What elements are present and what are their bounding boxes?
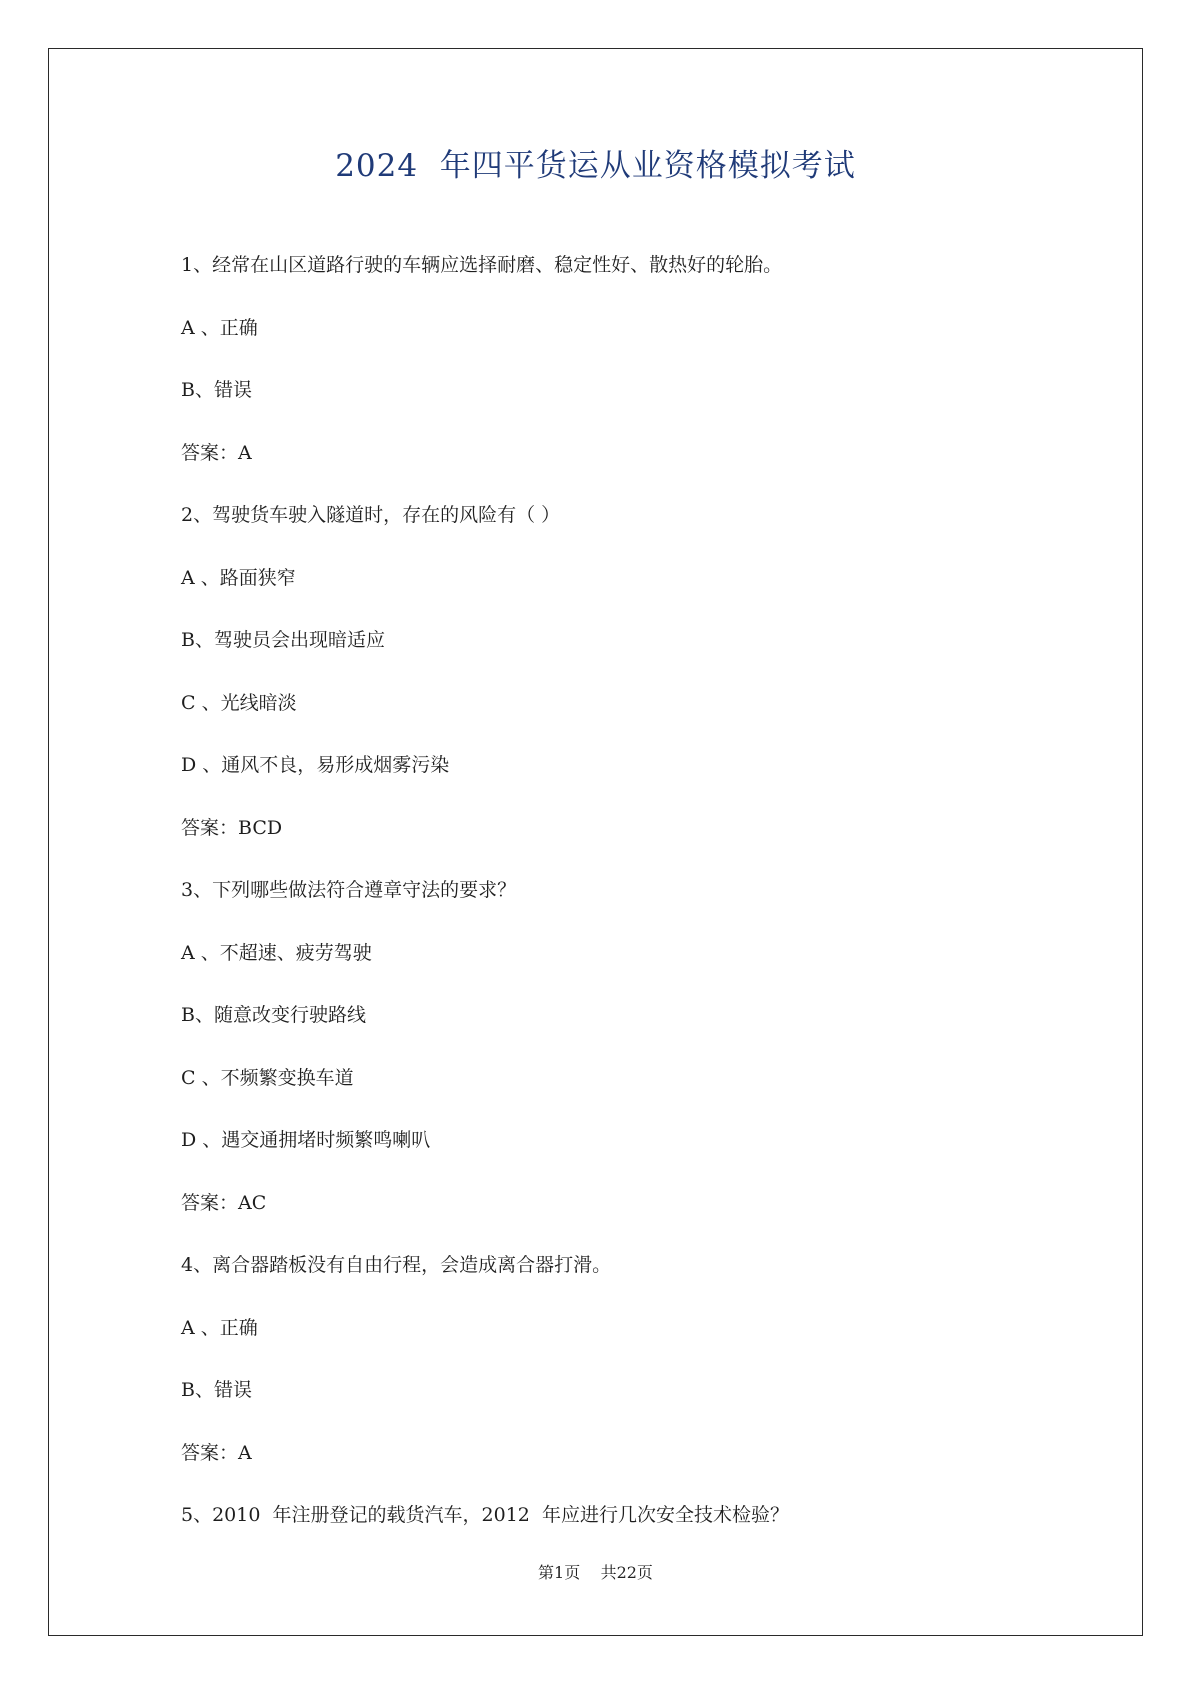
question-3-option-b: B、随意改变行驶路线 bbox=[181, 1004, 366, 1026]
question-3-text: 3、下列哪些做法符合遵章守法的要求？ bbox=[181, 879, 517, 901]
question-2-option-a: A 、路面狭窄 bbox=[181, 566, 296, 589]
question-4-option-a: A 、正确 bbox=[181, 1316, 258, 1339]
question-4-option-b: B、错误 bbox=[181, 1379, 252, 1401]
question-1-option-a: A 、正确 bbox=[181, 316, 258, 339]
question-3-option-a: A 、不超速、疲劳驾驶 bbox=[181, 941, 372, 964]
question-2-option-c: C 、光线暗淡 bbox=[181, 691, 297, 714]
question-2-option-b: B、驾驶员会出现暗适应 bbox=[181, 629, 385, 651]
question-list bbox=[181, 252, 1081, 1565]
question-2-option-d: D 、通风不良，易形成烟雾污染 bbox=[181, 754, 450, 776]
question-4-text: 4、离合器踏板没有自由行程，会造成离合器打滑。 bbox=[181, 1254, 612, 1276]
question-3-answer: 答案：AC bbox=[181, 1191, 267, 1214]
question-1-option-b: B、错误 bbox=[181, 379, 252, 401]
question-5-text: 5、2010 年注册登记的载货汽车，2012 年应进行几次安全技术检验？ bbox=[181, 1504, 789, 1526]
page-number: 第1页 共22页 bbox=[538, 1563, 653, 1582]
question-4-answer: 答案：A bbox=[181, 1441, 252, 1464]
question-1-answer: 答案：A bbox=[181, 441, 252, 464]
question-2-answer: 答案：BCD bbox=[181, 816, 283, 839]
question-3-option-d: D 、遇交通拥堵时频繁鸣喇叭 bbox=[181, 1129, 431, 1151]
question-2-text: 2、驾驶货车驶入隧道时，存在的风险有（ ） bbox=[181, 504, 561, 526]
document-title: 2024 年四平货运从业资格模拟考试 bbox=[335, 148, 856, 184]
question-1-text: 1、经常在山区道路行驶的车辆应选择耐磨、稳定性好、散热好的轮胎。 bbox=[181, 254, 783, 276]
question-3-option-c: C 、不频繁变换车道 bbox=[181, 1066, 354, 1089]
